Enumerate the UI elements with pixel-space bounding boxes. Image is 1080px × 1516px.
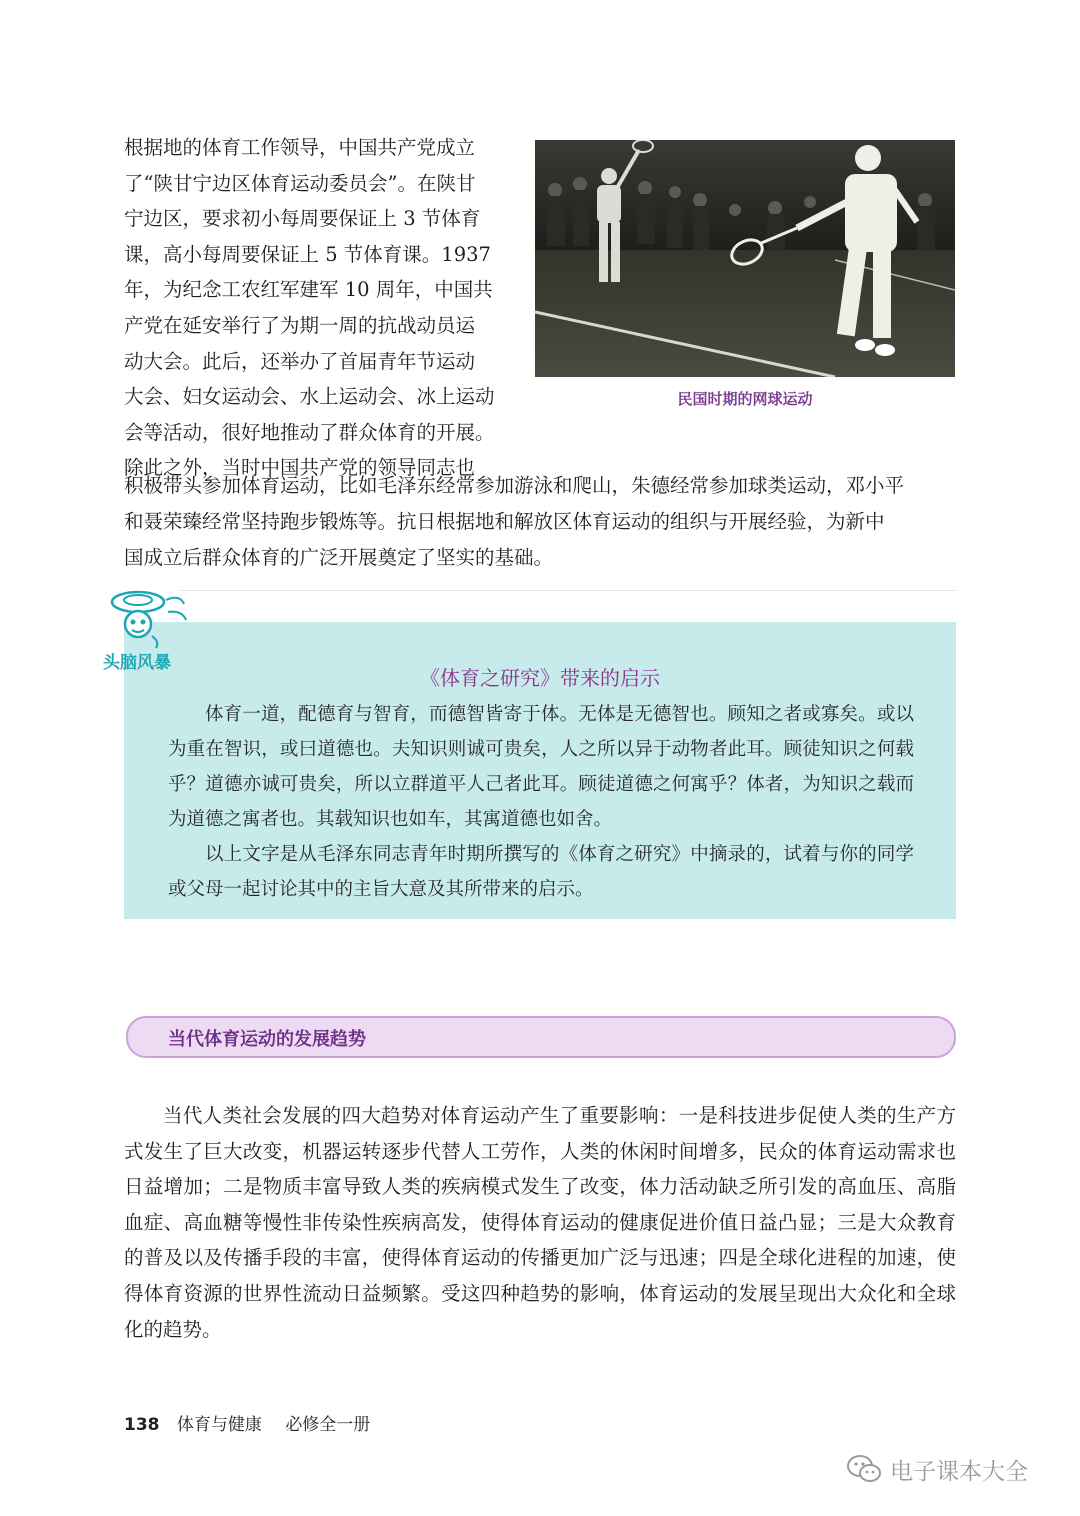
divider bbox=[180, 590, 956, 591]
text-line: 根据地的体育工作领导，中国共产党成立 bbox=[124, 136, 476, 159]
wechat-icon bbox=[846, 1454, 882, 1484]
text-line: 宁边区，要求初小每周要保证上 3 节体育 bbox=[124, 207, 481, 231]
text-line: 动大会。此后，还举办了首届青年节运动 bbox=[124, 349, 476, 373]
text-line: 课，高小每周要保证上 5 节体育课。1937 bbox=[124, 242, 491, 266]
book-title: 体育与健康 bbox=[176, 1415, 262, 1435]
book-volume: 必修全一册 bbox=[285, 1415, 371, 1435]
watermark-text: 电子课本大全 bbox=[890, 1458, 1028, 1485]
brainstorm-title: 《体育之研究》带来的启示 bbox=[420, 666, 660, 690]
intro-paragraph bbox=[124, 130, 504, 486]
text-line: 和聂荣臻经常坚持跑步锻炼等。抗日根据地和解放区体育运动的组织与开展经验，为新中 bbox=[124, 509, 885, 533]
tennis-photo bbox=[535, 140, 955, 377]
text-line: 积极带头参加体育运动，比如毛泽东经常参加游泳和爬山，朱德经常参加球类运动，邓小平 bbox=[124, 474, 905, 497]
page-footer bbox=[124, 1410, 370, 1435]
photo-caption: 民国时期的网球运动 bbox=[677, 390, 813, 408]
text-line: 会等活动，很好地推动了群众体育的开展。 bbox=[124, 420, 495, 444]
section-paragraph bbox=[124, 1098, 956, 1347]
page-number: 138 bbox=[124, 1415, 160, 1435]
watermark bbox=[846, 1452, 1028, 1486]
trend-text: 当代人类社会发展的四大趋势对体育运动产生了重要影响：一是科技进步促使人类的生产方式发生了巨大改变，机器运转逐步代替人工劳作，人类的休闲时间增多，民众的体育运动需求也日益增加；二是物质丰富导致人类的疾病模式发生了改变，体力活动缺乏所引发的高血压、高脂血症、高血糖等慢性非传染性疾病高发，使得体育运动的健康促进价值日益凸显；三是大众教育的普及以及传播手段的丰富，使得体育运动的传播更加广泛与迅速；四是全球化进程的加速，使得体育资源的世界性流动日益频繁。受这四种趋势的影响，体育运动的发展呈现出大众化和全球化的趋势。 bbox=[124, 1104, 956, 1341]
brainstorm-mascot-icon bbox=[100, 580, 190, 650]
continued-paragraph bbox=[124, 468, 956, 575]
brainstorm-label: 头脑风暴 bbox=[103, 653, 171, 673]
text-line: 除此之外，当时中国共产党的领导同志也 bbox=[124, 456, 476, 480]
text-line: 产党在延安举行了为期一周的抗战动员运 bbox=[124, 313, 476, 337]
brainstorm-text bbox=[168, 697, 914, 907]
brainstorm-prompt: 以上文字是从毛泽东同志青年时期所撰写的《体育之研究》中摘录的，试着与你的同学或父母一起讨论其中的主旨大意及其所带来的启示。 bbox=[168, 844, 914, 900]
text-line: 大会、妇女运动会、水上运动会、冰上运动 bbox=[124, 385, 495, 409]
text-line: 年，为纪念工农红军建军 10 周年，中国共 bbox=[124, 278, 493, 302]
brainstorm-quote: 体育一道，配德育与智育，而德智皆寄于体。无体是无德智也。顾知之者或寡矣。或以为重在智识，或曰道德也。夫知识则诚可贵矣，人之所以异于动物者此耳。顾徒知识之何载乎？道德亦诚可贵矣，所以立群道平人己者此耳。顾徒道德之何寓乎？体者，为知识之载而为道德之寓者也。其载知识也如车，其寓道德也如舍。 bbox=[168, 704, 914, 830]
tennis-photo-illustration bbox=[535, 140, 955, 377]
text-line: 国成立后群众体育的广泛开展奠定了坚实的基础。 bbox=[124, 545, 554, 569]
section-title: 当代体育运动的发展趋势 bbox=[168, 1029, 366, 1050]
text-line: 了“陕甘宁边区体育运动委员会”。在陕甘 bbox=[124, 171, 476, 195]
